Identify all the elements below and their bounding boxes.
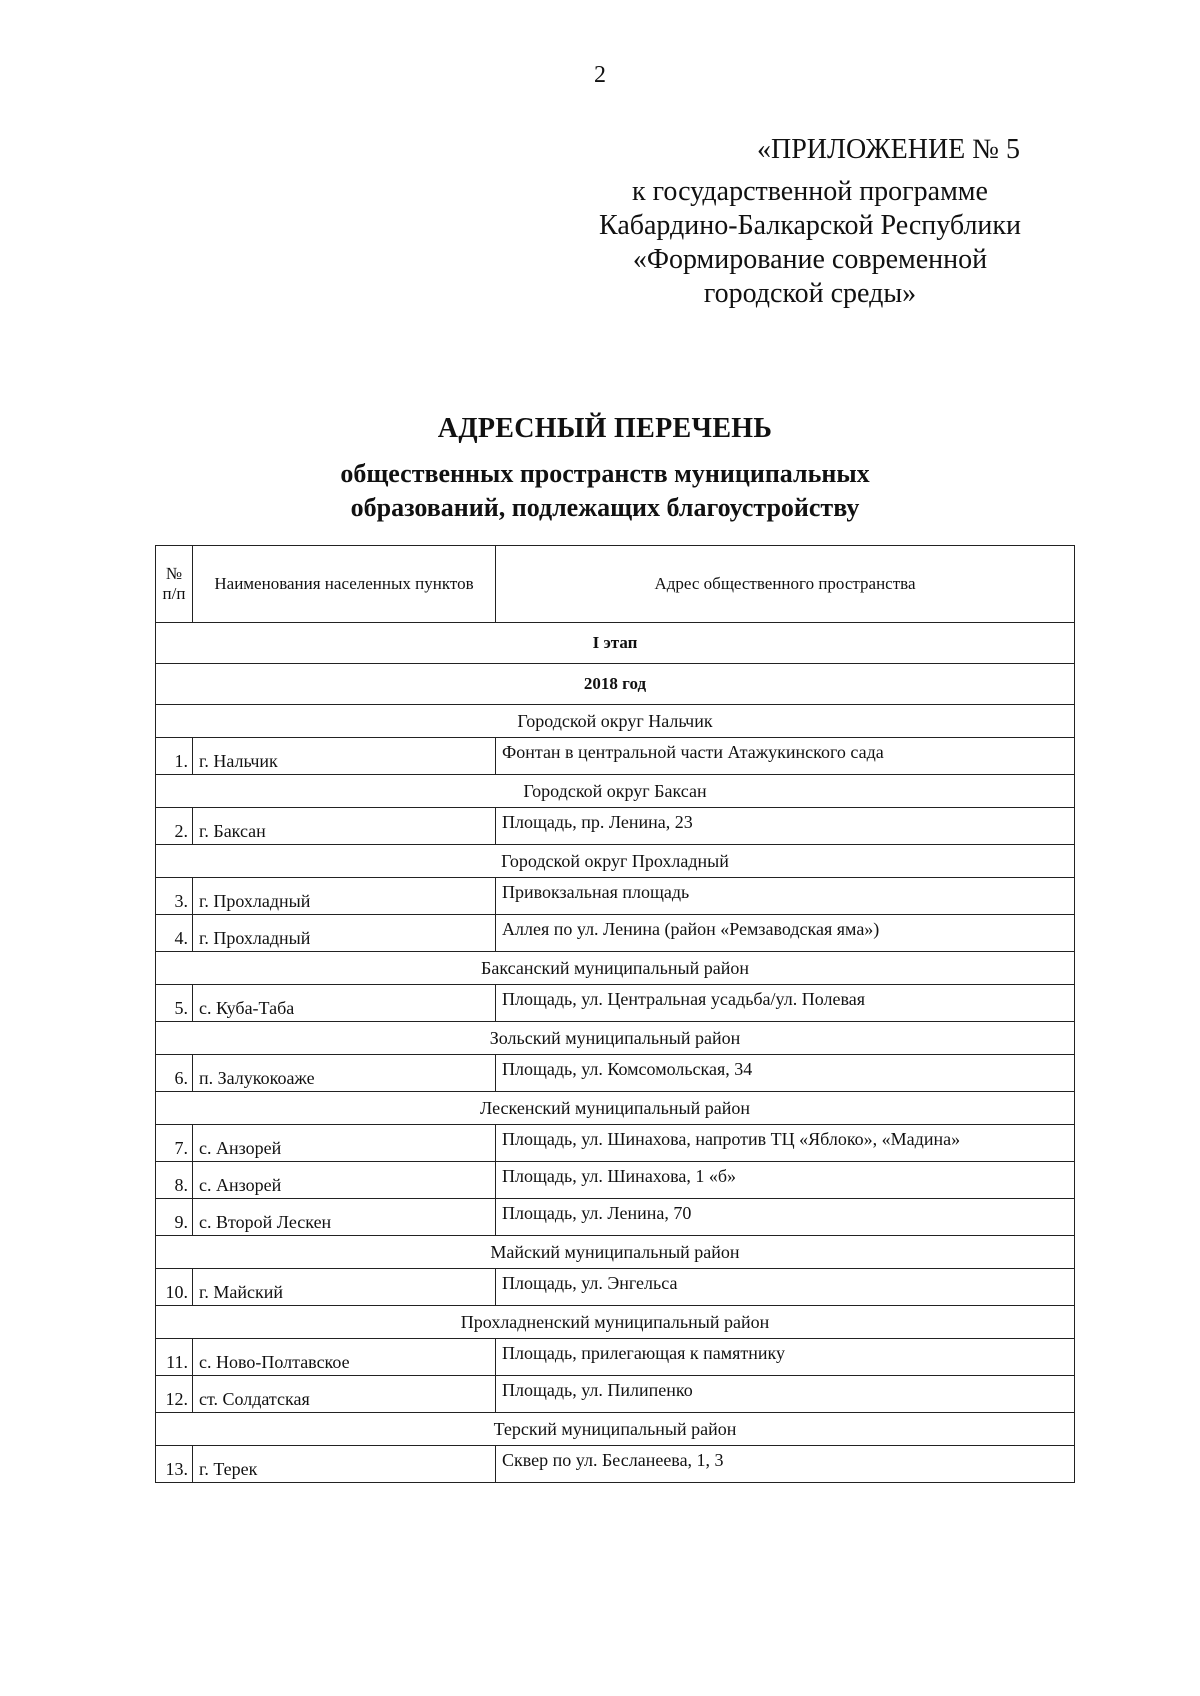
table-row [156,915,1075,952]
table-row [156,985,1075,1022]
year-label: 2018 год [156,664,1075,705]
row-place: г. Прохладный [193,915,496,952]
table-row [156,878,1075,915]
row-address: Привокзальная площадь [496,878,1075,915]
header-num: № п/п [156,546,193,623]
row-place: с. Ново-Полтавское [193,1339,496,1376]
row-number: 13. [156,1446,193,1483]
table-header-row [156,546,1075,623]
row-address: Площадь, ул. Шинахова, 1 «б» [496,1162,1075,1199]
section-row [156,775,1075,808]
subtitle-line: общественных пространств муниципальных [340,459,870,488]
row-place: ст. Солдатская [193,1376,496,1413]
row-place: с. Куба-Таба [193,985,496,1022]
row-place: г. Прохладный [193,878,496,915]
page-number: 2 [594,62,606,88]
appendix-line: «Формирование современной [632,244,988,275]
row-place: с. Анзорей [193,1162,496,1199]
row-address: Площадь, ул. Шинахова, напротив ТЦ «Яблоко», «Мадина» [496,1125,1075,1162]
row-address: Площадь, ул. Энгельса [496,1269,1075,1306]
header-address: Адрес общественного пространства [496,546,1075,623]
table-row [156,808,1075,845]
stage-row [156,623,1075,664]
subtitle-line: образований, подлежащих благоустройству [350,493,860,522]
row-place: г. Нальчик [193,738,496,775]
row-number: 4. [156,915,193,952]
table-row [156,1339,1075,1376]
section-row [156,1022,1075,1055]
row-number: 5. [156,985,193,1022]
section-row [156,1092,1075,1125]
table-row [156,1269,1075,1306]
row-place: с. Анзорей [193,1125,496,1162]
row-place: п. Залукокоаже [193,1055,496,1092]
row-address: Аллея по ул. Ленина (район «Ремзаводская яма») [496,915,1075,952]
year-row [156,664,1075,705]
section-row [156,705,1075,738]
stage-label: I этап [156,623,1075,664]
section-row [156,1236,1075,1269]
table-row [156,1199,1075,1236]
section-name: Зольский муниципальный район [156,1022,1075,1055]
section-name: Баксанский муниципальный район [156,952,1075,985]
row-number: 12. [156,1376,193,1413]
section-name: Прохладненский муниципальный район [156,1306,1075,1339]
appendix-line: к государственной программе [632,176,988,207]
row-address: Площадь, ул. Комсомольская, 34 [496,1055,1075,1092]
row-address: Сквер по ул. Бесланеева, 1, 3 [496,1446,1075,1483]
table-row [156,1162,1075,1199]
row-place: г. Майский [193,1269,496,1306]
section-name: Лескенский муниципальный район [156,1092,1075,1125]
row-number: 6. [156,1055,193,1092]
document-subtitle [0,457,1200,525]
section-name: Городской округ Баксан [156,775,1075,808]
header-place: Наименования населенных пунктов [193,546,496,623]
row-address: Площадь, прилегающая к памятнику [496,1339,1075,1376]
section-name: Терский муниципальный район [156,1413,1075,1446]
appendix-line: Кабардино-Балкарской Республики [599,210,1021,241]
row-address: Фонтан в центральной части Атажукинского сада [496,738,1075,775]
table-row [156,738,1075,775]
table-row [156,1125,1075,1162]
row-number: 7. [156,1125,193,1162]
row-place: с. Второй Лескен [193,1199,496,1236]
row-number: 2. [156,808,193,845]
row-number: 3. [156,878,193,915]
row-address: Площадь, пр. Ленина, 23 [496,808,1075,845]
address-table [155,545,1075,1483]
table-row [156,1446,1075,1483]
appendix-block [560,133,1060,311]
section-row [156,1413,1075,1446]
row-place: г. Терек [193,1446,496,1483]
section-row [156,952,1075,985]
section-name: Городской округ Нальчик [156,705,1075,738]
row-place: г. Баксан [193,808,496,845]
row-address: Площадь, ул. Ленина, 70 [496,1199,1075,1236]
table-row [156,1376,1075,1413]
section-row [156,845,1075,878]
row-number: 1. [156,738,193,775]
section-name: Майский муниципальный район [156,1236,1075,1269]
document-title: АДРЕСНЫЙ ПЕРЕЧЕНЬ [437,413,773,444]
row-number: 10. [156,1269,193,1306]
table-body [156,623,1075,1483]
section-name: Городской округ Прохладный [156,845,1075,878]
appendix-line: городской среды» [703,278,917,309]
appendix-title: «ПРИЛОЖЕНИЕ № 5 [757,134,1020,165]
row-number: 8. [156,1162,193,1199]
section-row [156,1306,1075,1339]
row-number: 9. [156,1199,193,1236]
row-address: Площадь, ул. Центральная усадьба/ул. Полевая [496,985,1075,1022]
table-row [156,1055,1075,1092]
row-address: Площадь, ул. Пилипенко [496,1376,1075,1413]
row-number: 11. [156,1339,193,1376]
